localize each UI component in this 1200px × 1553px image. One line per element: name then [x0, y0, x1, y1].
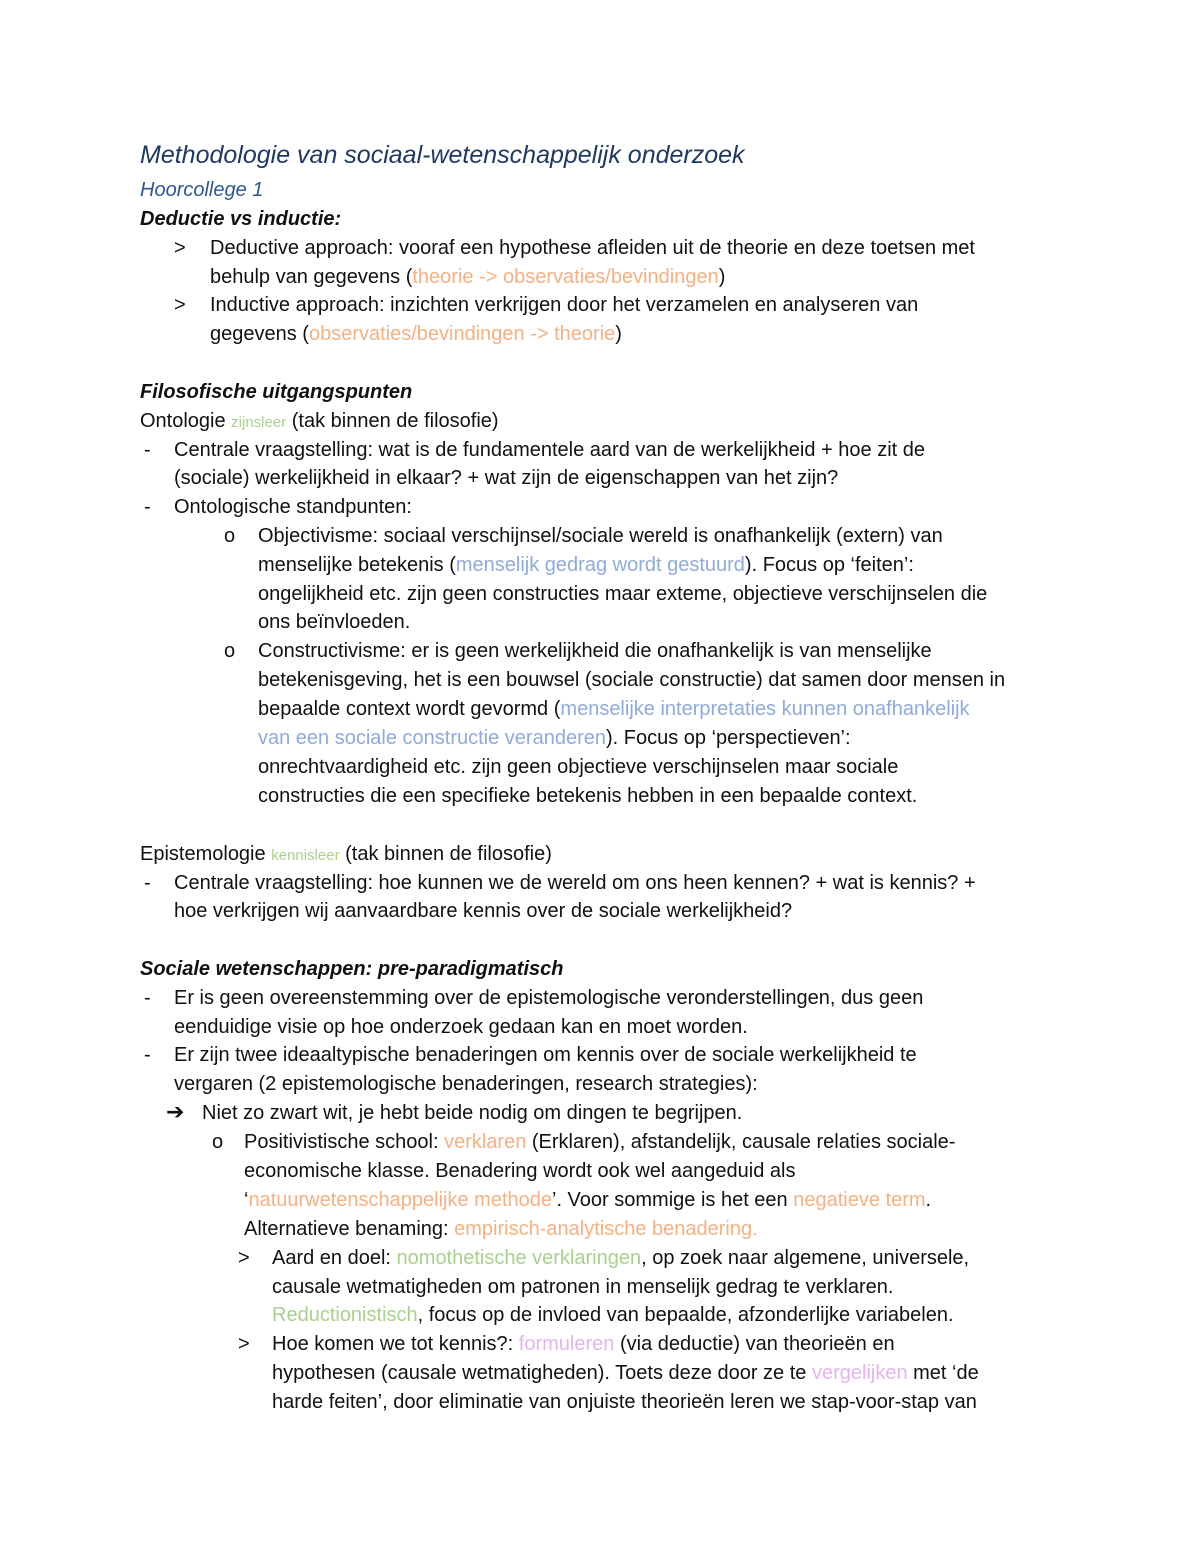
- chevron-bullet-icon: >: [174, 237, 186, 259]
- list-item-inductive: Inductive approach: inzichten verkrijgen door het verzamelen en analyseren van: [210, 294, 919, 316]
- ontologie-line: Ontologie zijnsleer (tak binnen de filosofie): [140, 410, 499, 432]
- list-item-constructivisme-6: constructies die een specifieke betekenis hebben in een bepaalde context.: [258, 785, 918, 807]
- highlight-interpretaties: menselijke interpretaties kunnen onafhankelijk: [560, 698, 970, 720]
- chevron-bullet-icon: >: [238, 1247, 250, 1269]
- highlight-reductionistisch: Reductionistisch: [272, 1304, 418, 1326]
- list-item-objectivisme-2: menselijke betekenis (menselijk gedrag wordt gestuurd). Focus op ‘feiten’:: [258, 554, 914, 576]
- list-item-positivistische-4: Alternatieve benaming: empirisch-analytische benadering.: [244, 1218, 758, 1240]
- highlight-observaties-theorie: observaties/bevindingen -> theorie: [308, 323, 616, 345]
- document-subtitle: Hoorcollege 1: [140, 179, 264, 201]
- list-item-kennis: Hoe komen we tot kennis?: formuleren (via deductie) van theorieën en: [272, 1333, 895, 1355]
- dash-bullet-icon: -: [144, 872, 151, 894]
- list-item-centrale-vraagstelling: Centrale vraagstelling: wat is de fundamentele aard van de werkelijkheid + hoe zit de: [174, 439, 925, 461]
- section-heading-sociale-wetenschappen: Sociale wetenschappen: pre-paradigmatisch: [140, 958, 564, 980]
- list-item-ideaaltypische-cont: vergaren (2 epistemologische benaderingen, research strategies):: [174, 1073, 758, 1095]
- list-item-objectivisme-4: ons beïnvloeden.: [258, 611, 411, 633]
- list-item-kennis-2: hypothesen (causale wetmatigheden). Toets deze door ze te vergelijken met ‘de: [272, 1362, 979, 1384]
- list-item-overeenstemming: Er is geen overeenstemming over de epistemologische veronderstellingen, dus geen: [174, 987, 924, 1009]
- list-item-objectivisme-3: ongelijkheid etc. zijn geen constructies maar exteme, objectieve verschijnselen die: [258, 583, 988, 605]
- arrow-item-zwart-wit: Niet zo zwart wit, je hebt beide nodig om dingen te begrijpen.: [202, 1102, 743, 1124]
- list-item-positivistische-2: economische klasse. Benadering wordt ook wel aangeduid als: [244, 1160, 796, 1182]
- section-heading-filosofische: Filosofische uitgangspunten: [140, 381, 413, 403]
- list-item-positivistische: Positivistische school: verklaren (Erklaren), afstandelijk, causale relaties sociale-: [244, 1131, 956, 1153]
- list-item-positivistische-3: ‘natuurwetenschappelijke methode’. Voor sommige is het een negatieve term.: [244, 1189, 932, 1211]
- section-heading-deductie: Deductie vs inductie:: [140, 208, 342, 230]
- highlight-negatieve-term: negatieve term: [793, 1189, 926, 1211]
- right-arrow-icon: ➔: [166, 1099, 185, 1124]
- list-item-constructivisme-4: van een sociale constructie veranderen). Focus op ‘perspectieven’:: [258, 727, 851, 749]
- highlight-sociale-constructie: van een sociale constructie veranderen: [258, 727, 606, 749]
- chevron-bullet-icon: >: [238, 1333, 250, 1355]
- list-item-ideaaltypische: Er zijn twee ideaaltypische benaderingen om kennis over de sociale werkelijkheid te: [174, 1044, 917, 1066]
- highlight-empirisch-analytische: empirisch-analytische benadering.: [454, 1218, 758, 1240]
- list-item-deductive: Deductive approach: vooraf een hypothese afleiden uit de theorie en deze toetsen met: [210, 237, 975, 259]
- circle-bullet-icon: o: [224, 525, 236, 547]
- dash-bullet-icon: -: [144, 439, 151, 461]
- highlight-nomothetische: nomothetische verklaringen: [396, 1247, 642, 1269]
- list-item-aard-doel: Aard en doel: nomothetische verklaringen, op zoek naar algemene, universele,: [272, 1247, 970, 1269]
- list-item-epi-vraagstelling-cont: hoe verkrijgen wij aanvaardbare kennis over de sociale werkelijkheid?: [174, 900, 793, 922]
- list-item-constructivisme-3: bepaalde context wordt gevormd (menselijke interpretaties kunnen onafhankelijk: [258, 698, 970, 720]
- highlight-formuleren: formuleren: [518, 1333, 615, 1355]
- note-kennisleer: kennisleer: [271, 847, 340, 864]
- highlight-gedrag-gestuurd: menselijk gedrag wordt gestuurd: [455, 554, 745, 576]
- list-item-epi-vraagstelling: Centrale vraagstelling: hoe kunnen we de wereld om ons heen kennen? + wat is kennis? +: [174, 872, 976, 894]
- list-item-kennis-3: harde feiten’, door eliminatie van onjuiste theorieën leren we stap-voor-stap van: [272, 1391, 977, 1413]
- list-item-deductive-cont: behulp van gegevens (theorie -> observaties/bevindingen): [210, 266, 726, 288]
- list-item-aard-doel-2: causale wetmatigheden om patronen in menselijk gedrag te verklaren.: [272, 1276, 894, 1298]
- highlight-verklaren: verklaren: [444, 1131, 527, 1153]
- circle-bullet-icon: o: [224, 640, 236, 662]
- epistemologie-line: Epistemologie kennisleer (tak binnen de filosofie): [140, 843, 552, 865]
- chevron-bullet-icon: >: [174, 294, 186, 316]
- list-item-constructivisme-2: betekenisgeving, het is een bouwsel (sociale constructie) dat samen door mensen in: [258, 669, 1006, 691]
- highlight-natuurwetenschappelijke: natuurwetenschappelijke methode: [248, 1189, 552, 1211]
- note-zijnsleer: zijnsleer: [231, 414, 287, 431]
- document-title: Methodologie van sociaal-wetenschappelijk onderzoek: [140, 141, 745, 169]
- highlight-theorie-observaties: theorie -> observaties/bevindingen: [412, 266, 719, 288]
- dash-bullet-icon: -: [144, 496, 151, 518]
- highlight-vergelijken: vergelijken: [811, 1362, 908, 1384]
- list-item-centrale-vraagstelling-cont: (sociale) werkelijkheid in elkaar? + wat zijn de eigenschappen van het zijn?: [174, 467, 839, 489]
- list-item-overeenstemming-cont: eenduidige visie op hoe onderzoek gedaan kan en moet worden.: [174, 1016, 748, 1038]
- list-item-inductive-cont: gegevens (observaties/bevindingen -> theorie): [210, 323, 622, 345]
- dash-bullet-icon: -: [144, 987, 151, 1009]
- list-item-aard-doel-3: Reductionistisch, focus op de invloed van bepaalde, afzonderlijke variabelen.: [272, 1304, 954, 1326]
- list-item-objectivisme: Objectivisme: sociaal verschijnsel/sociale wereld is onafhankelijk (extern) van: [258, 525, 943, 547]
- list-item-constructivisme-5: onrechtvaardigheid etc. zijn geen objectieve verschijnselen maar sociale: [258, 756, 899, 778]
- dash-bullet-icon: -: [144, 1044, 151, 1066]
- list-item-constructivisme: Constructivisme: er is geen werkelijkheid die onafhankelijk is van menselijke: [258, 640, 932, 662]
- circle-bullet-icon: o: [212, 1131, 224, 1153]
- list-item-ontologische-standpunten: Ontologische standpunten:: [174, 496, 412, 518]
